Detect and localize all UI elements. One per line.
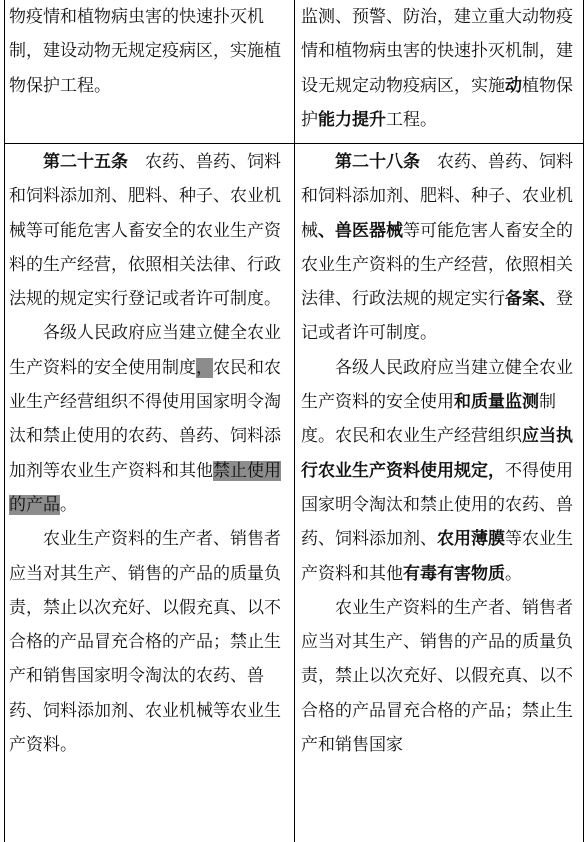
- article-28-quality-paragraph: 农业生产资料的生产者、销售者应当对其生产、销售的产品的质量负责，禁止以次充好、以假充真、以不合格的产品冒充合格的产品；禁止生产和销售国家: [301, 597, 573, 756]
- bold-text-segment: 备案、: [505, 289, 556, 310]
- row1-left-text: 物疫情和植物病虫害的快速扑灭机制，建设动物无规定疫病区，实施植物保护工程。: [9, 7, 281, 96]
- text-segment: 各级人民政府应当建立健全农业生产资料的安全使用制度: [9, 323, 281, 378]
- text-segment: 等可能危害人畜安全的农业生产资料的生产经营，依照相关法律、行政法规的规定实行: [301, 220, 573, 310]
- highlighted-text-segment: ，: [196, 357, 213, 378]
- bold-text-segment: 应当执行农业生产资料使用规定，: [301, 426, 573, 481]
- text-segment: 农药、兽药、饲料和饲料添加剂、肥料、种子、农业机械: [301, 152, 573, 241]
- column-divider: [294, 0, 295, 842]
- bold-text-segment: 农用薄膜: [437, 529, 505, 550]
- bold-text-segment: 能力提升: [318, 109, 386, 130]
- article-25-safety-paragraph: [9, 316, 289, 522]
- article-25-quality-paragraph: 农业生产资料的生产者、销售者应当对其生产、销售的产品的质量负责，禁止以次充好、以假充真、以不合格的产品冒充合格的产品；禁止生产和销售国家明令淘汰的农药、兽药、饲料添加剂、农业机械等农业生产资料。: [9, 529, 281, 756]
- text-segment: 不得使用国家明令淘汰和禁止使用的农药、兽药、饲料添加剂、: [301, 460, 573, 550]
- article-28-safety-paragraph: [301, 351, 581, 591]
- text-segment: 。: [60, 494, 77, 515]
- row1-right-cell: [301, 0, 581, 137]
- bold-text-segment: 动: [505, 75, 522, 96]
- row2-right-cell: [301, 145, 581, 762]
- row1-right-text: [301, 0, 581, 137]
- text-segment: 各级人民政府应当建立健全农业生产资料的安全使用: [301, 357, 573, 413]
- bold-text-segment: 、兽医器械: [318, 220, 403, 241]
- bold-text-segment: 第二十五条: [43, 152, 128, 172]
- text-segment: 工程。: [386, 109, 437, 130]
- bold-text-segment: 第二十八条: [335, 152, 420, 172]
- article-28-paragraph: [301, 145, 581, 351]
- text-segment: 制度。农民和农业生产经营组织: [301, 392, 556, 447]
- highlighted-text-segment: 禁止使用的产品: [9, 460, 281, 515]
- text-segment: 植物保护: [301, 75, 573, 130]
- text-segment: 监测、预警、防治，建立重大动物疫情和植物病虫害的快速扑灭机制，建设无规定动物疫病区，实施: [301, 7, 573, 96]
- comparison-table: [4, 0, 584, 842]
- text-segment: 农药、兽药、饲料和饲料添加剂、肥料、种子、农业机械等可能危害人畜安全的农业生产资料的生产经营，依照相关法律、行政法规的规定实行登记或者许可制度。: [9, 152, 281, 310]
- row-divider: [5, 143, 583, 144]
- text-segment: 。: [505, 563, 522, 584]
- article-25-paragraph: [9, 145, 289, 316]
- text-segment: 等农业生产资料和其他: [301, 529, 573, 584]
- bold-text-segment: 和质量监测: [454, 392, 539, 413]
- text-segment: 农民和农业生产经营组织不得使用国家明令淘汰和禁止使用的农药、兽药、饲料添加剂等农业生产资料和其他: [9, 357, 281, 481]
- text-segment: 登记或者许可制度。: [301, 289, 573, 344]
- row1-left-cell: [9, 0, 289, 103]
- bold-text-segment: 有毒有害物质: [403, 563, 505, 584]
- row2-left-cell: [9, 145, 289, 762]
